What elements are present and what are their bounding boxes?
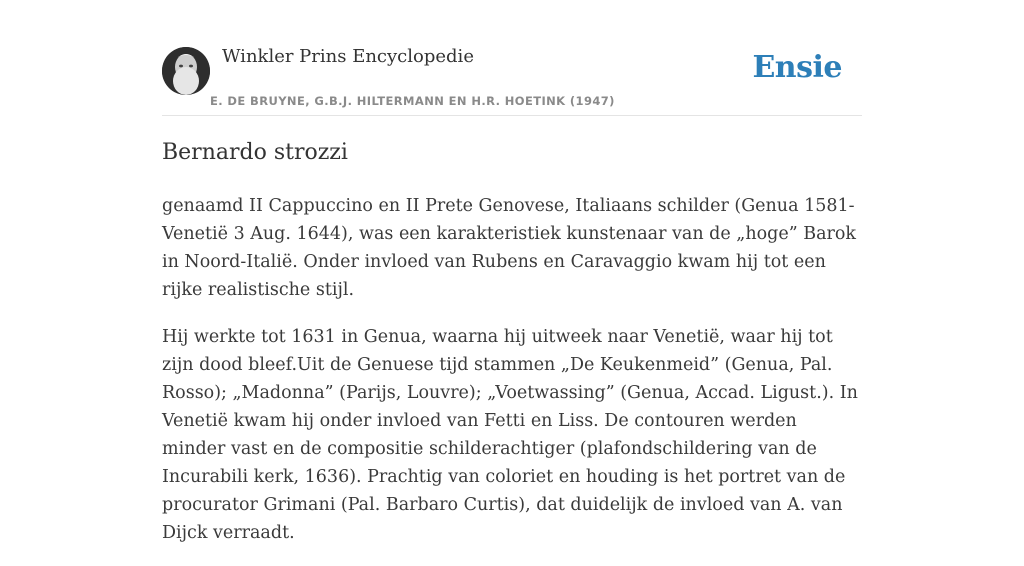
paragraph: genaamd II Cappuccino en II Prete Genovese, Italiaans schilder (Genua 1581-Venetië 3 Aug. 1644), was een karakteristiek kunstenaar van de „hoge” Barok in Noord-Italië. Onder invloed van Rubens en Caravaggio kwam hij tot een rijke realistische stijl. bbox=[162, 196, 857, 300]
paragraph: Hij werkte tot 1631 in Genua, waarna hij uitweek naar Venetië, waar hij tot zijn dood bleef.Uit de Genuese tijd stammen „De Keukenmeid” (Genua, Pal. Rosso); „Madonna” (Parijs, Louvre); „Voetwassing” (Genua, Accad. Ligust.). In Venetië kwam hij onder invloed van Fetti en Liss. De contouren werden minder vast en de compositie schilderachtiger (plafondschildering van de Incurabili kerk, 1636). Prachtig van coloriet en houding is het portret van de procurator Grimani (Pal. Barbaro Curtis), dat duidelijk de invloed van A. van Dijck verraadt. bbox=[162, 327, 858, 543]
article-body bbox=[162, 192, 862, 566]
site-title[interactable]: Winkler Prins Encyclopedie bbox=[222, 46, 474, 67]
header-divider bbox=[162, 115, 862, 116]
authors-subtitle: E. DE BRUYNE, G.B.J. HILTERMANN EN H.R. HOETINK (1947) bbox=[210, 94, 615, 108]
site-header bbox=[162, 44, 862, 116]
bearded-man-portrait-icon[interactable] bbox=[162, 47, 210, 95]
brand-logo[interactable]: Ensie bbox=[752, 50, 842, 85]
article-title: Bernardo strozzi bbox=[162, 140, 348, 165]
